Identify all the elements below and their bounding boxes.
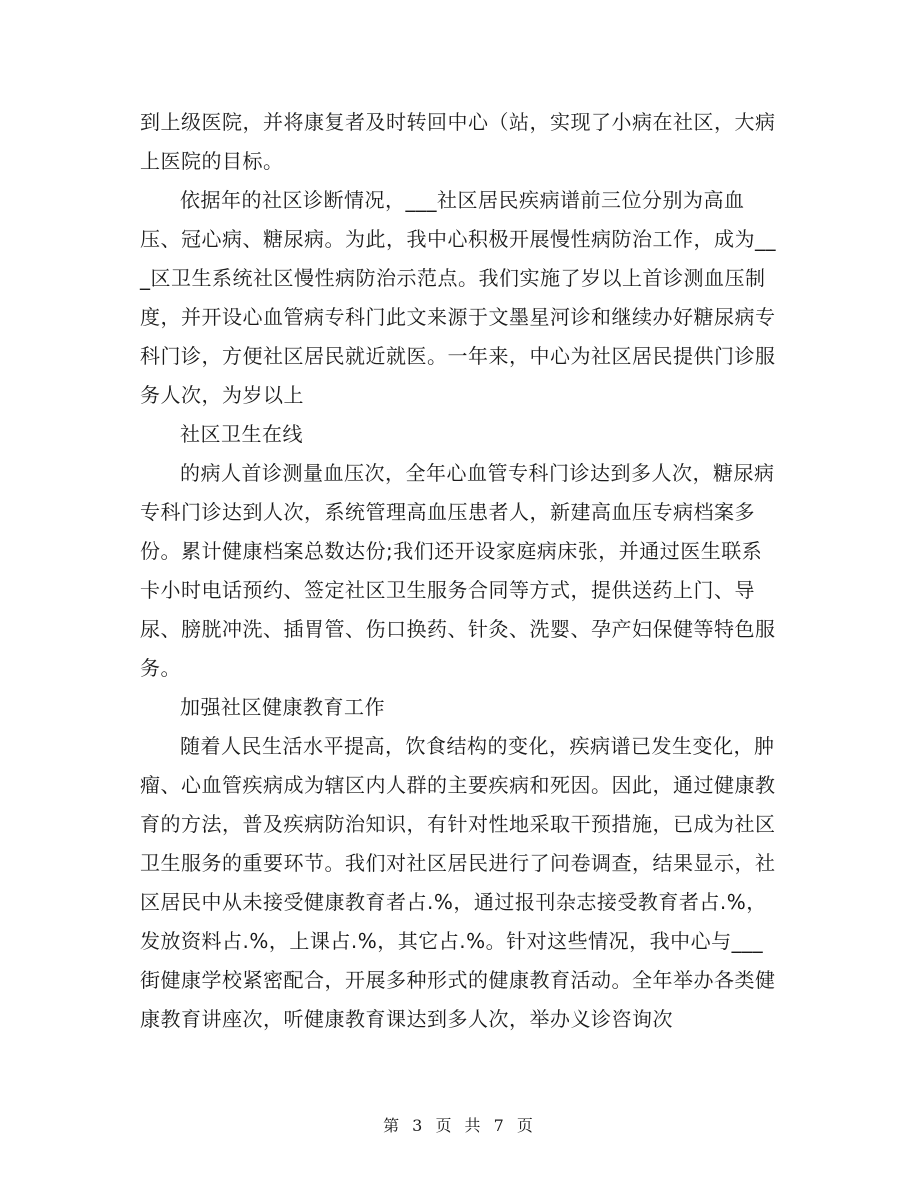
section-heading-community-health-online: 社区卫生在线 <box>180 422 303 446</box>
paragraph-2: 依据年的社区诊断情况，___社区居民疾病谱前三位分别为高血压、冠心病、糖尿病。为此，我中心积极开展慢性病防治工作，成为___区卫生系统社区慢性病防治示范点。我们实施了岁以上首诊测血压制度，并开设心血管病专科门此文来源于文墨星河诊和继续办好糖尿病专科门诊，方便社区居民就近就医。一年来，中心为社区居民提供门诊服务人次，为岁以上 <box>140 188 776 407</box>
page-number-footer: 第 3 页 共 7 页 <box>383 1116 537 1135</box>
paragraph-4: 随着人民生活水平提高，饮食结构的变化，疾病谱已发生变化，肿瘤、心血管疾病成为辖区内人群的主要疾病和死因。因此，通过健康教育的方法，普及疾病防治知识，有针对性地采取干预措施，已成为社区卫生服务的重要环节。我们对社区居民进行了问卷调查，结果显示，社区居民中从未接受健康教育者占.%，通过报刊杂志接受教育者占.%，发放资料占.%，上课占.%，其它占.%。针对这些情况，我中心与___街健康学校紧密配合，开展多种形式的健康教育活动。全年举办各类健康教育讲座次，听健康教育课达到多人次，举办义诊咨询次 <box>140 734 776 1031</box>
paragraph-1: 到上级医院，并将康复者及时转回中心（站，实现了小病在社区，大病上医院的目标。 <box>140 110 776 173</box>
document-body <box>140 103 780 1039</box>
section-heading-health-education: 加强社区健康教育工作 <box>180 695 385 719</box>
paragraph-3: 的病人首诊测量血压次，全年心血管专科门诊达到多人次，糖尿病专科门诊达到人次，系统管理高血压患者人，新建高血压专病档案多份。累计健康档案总数达份;我们还开设家庭病床张，并通过医生联系卡小时电话预约、签定社区卫生服务合同等方式，提供送药上门、导尿、膀胱冲洗、插胃管、伤口换药、针灸、洗婴、孕产妇保健等特色服务。 <box>140 461 776 680</box>
